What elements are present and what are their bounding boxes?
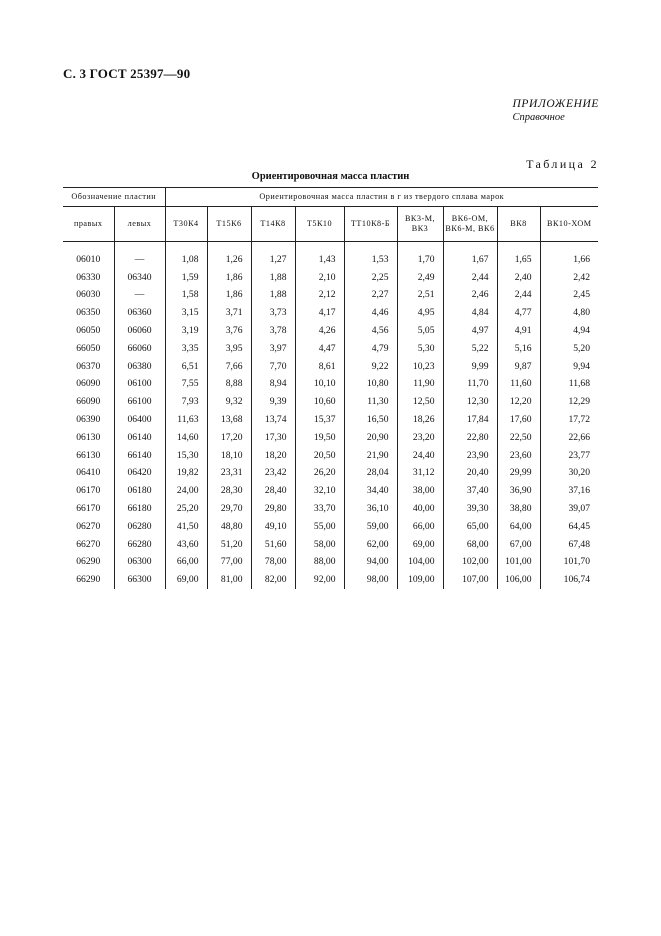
mass-value: 2,42 [540,269,598,287]
left-plate-code: 66140 [114,447,165,465]
appendix-label: ПРИЛОЖЕНИЕ [512,98,599,110]
mass-value: 11,90 [397,376,443,394]
mass-value: 8,94 [251,376,295,394]
mass-value: 8,61 [295,358,344,376]
mass-value: 19,82 [165,465,207,483]
mass-value: 1,70 [397,251,443,269]
mass-value: 3,15 [165,304,207,322]
table-row [63,411,598,429]
mass-value: 16,50 [344,411,397,429]
left-plate-code: 06300 [114,554,165,572]
mass-value: 65,00 [443,518,497,536]
mass-group-header: Ориентировочная масса пластин в г из твердого сплава марок [165,188,598,207]
mass-value: 4,26 [295,322,344,340]
mass-value: 102,00 [443,554,497,572]
right-plate-code: 06270 [76,520,101,532]
mass-value: 20,50 [295,447,344,465]
mass-value: 66,00 [397,518,443,536]
mass-value: 69,00 [165,571,207,589]
mass-value: 2,46 [443,287,497,305]
mass-value: 15,37 [295,411,344,429]
left-plate-code: — [114,251,165,269]
left-plate-code: 06380 [114,358,165,376]
mass-value: 1,27 [251,251,295,269]
grade-header: ТТ10К8-Б [344,207,397,242]
table-row [63,269,598,287]
mass-value: 18,26 [397,411,443,429]
mass-value: 58,00 [295,536,344,554]
mass-value: 2,12 [295,287,344,305]
mass-value: 5,16 [497,340,540,358]
mass-value: 19,50 [295,429,344,447]
mass-value: 10,60 [295,393,344,411]
mass-value: 4,47 [295,340,344,358]
right-plate-code: 06090 [76,378,101,390]
mass-value: 1,08 [165,251,207,269]
mass-value: 1,26 [207,251,251,269]
col-right-header: правых [63,207,114,242]
appendix-block [513,98,599,124]
mass-value: 3,97 [251,340,295,358]
mass-value: 2,27 [344,287,397,305]
left-plate-code: 06340 [114,269,165,287]
mass-value: 17,72 [540,411,598,429]
table-row [63,518,598,536]
mass-value: 4,91 [497,322,540,340]
mass-value: 7,70 [251,358,295,376]
mass-value: 2,51 [397,287,443,305]
mass-value: 1,59 [165,269,207,287]
table-row [63,340,598,358]
mass-value: 2,10 [295,269,344,287]
left-plate-code: 06280 [114,518,165,536]
mass-value: 4,97 [443,322,497,340]
mass-value: 7,93 [165,393,207,411]
left-plate-code: — [114,287,165,305]
mass-value: 5,05 [397,322,443,340]
mass-value: 12,20 [497,393,540,411]
mass-value: 4,17 [295,304,344,322]
mass-value: 37,16 [540,482,598,500]
mass-value: 78,00 [251,554,295,572]
mass-value: 31,12 [397,465,443,483]
mass-value: 88,00 [295,554,344,572]
mass-value: 22,50 [497,429,540,447]
mass-value: 2,49 [397,269,443,287]
table-row [63,393,598,411]
mass-value: 9,22 [344,358,397,376]
mass-value: 24,40 [397,447,443,465]
table-row [63,500,598,518]
col-left-header: левых [114,207,165,242]
right-plate-code: 06290 [76,556,101,568]
mass-value: 38,00 [397,482,443,500]
mass-value: 49,10 [251,518,295,536]
mass-value: 64,45 [540,518,598,536]
table-row [63,482,598,500]
mass-value: 38,80 [497,500,540,518]
mass-value: 4,95 [397,304,443,322]
mass-value: 3,35 [165,340,207,358]
mass-value: 23,77 [540,447,598,465]
mass-value: 11,68 [540,376,598,394]
mass-value: 18,10 [207,447,251,465]
mass-value: 22,80 [443,429,497,447]
mass-value: 2,45 [540,287,598,305]
mass-value: 12,30 [443,393,497,411]
table-row [63,304,598,322]
table-row [63,429,598,447]
mass-value: 17,84 [443,411,497,429]
right-plate-code: 66170 [76,503,101,515]
mass-value: 41,50 [165,518,207,536]
mass-value: 2,40 [497,269,540,287]
right-plate-code: 66290 [76,574,101,586]
mass-value: 3,19 [165,322,207,340]
mass-value: 55,00 [295,518,344,536]
mass-value: 101,70 [540,554,598,572]
mass-value: 9,99 [443,358,497,376]
mass-value: 3,95 [207,340,251,358]
mass-value: 33,70 [295,500,344,518]
designation-group-header: Обозначение пластин [63,188,165,207]
mass-value: 36,10 [344,500,397,518]
table-row [63,536,598,554]
mass-value: 48,80 [207,518,251,536]
mass-value: 98,00 [344,571,397,589]
mass-value: 11,70 [443,376,497,394]
right-plate-code: 06370 [76,360,101,372]
left-plate-code: 66280 [114,536,165,554]
right-plate-code: 06170 [76,485,101,497]
right-plate-code: 66130 [76,449,101,461]
mass-value: 2,25 [344,269,397,287]
mass-value: 13,74 [251,411,295,429]
mass-value: 14,60 [165,429,207,447]
mass-value: 68,00 [443,536,497,554]
grade-header: ВК8 [497,207,540,242]
mass-value: 101,00 [497,554,540,572]
right-plate-code: 06350 [76,307,101,319]
mass-value: 22,66 [540,429,598,447]
right-plate-code: 06330 [76,271,101,283]
mass-value: 9,32 [207,393,251,411]
mass-value: 23,90 [443,447,497,465]
grade-header: Т5К10 [295,207,344,242]
mass-value: 1,86 [207,287,251,305]
mass-value: 1,88 [251,287,295,305]
mass-value: 4,77 [497,304,540,322]
left-plate-code: 66060 [114,340,165,358]
right-plate-code: 66090 [76,396,101,408]
mass-value: 1,65 [497,251,540,269]
mass-value: 23,20 [397,429,443,447]
mass-value: 30,20 [540,465,598,483]
right-plate-code: 06390 [76,414,101,426]
left-plate-code: 06180 [114,482,165,500]
mass-value: 62,00 [344,536,397,554]
mass-value: 2,44 [443,269,497,287]
right-plate-code: 06050 [76,325,101,337]
table-row [63,376,598,394]
table-row [63,358,598,376]
mass-value: 23,42 [251,465,295,483]
mass-value: 32,10 [295,482,344,500]
mass-value: 107,00 [443,571,497,589]
mass-value: 104,00 [397,554,443,572]
mass-value: 1,66 [540,251,598,269]
table-number: Таблица 2 [526,157,599,171]
right-plate-code: 06030 [76,289,101,301]
mass-value: 4,79 [344,340,397,358]
mass-value: 40,00 [397,500,443,518]
mass-value: 17,60 [497,411,540,429]
mass-value: 1,43 [295,251,344,269]
mass-value: 106,00 [497,571,540,589]
mass-value: 4,94 [540,322,598,340]
mass-value: 1,67 [443,251,497,269]
mass-value: 18,20 [251,447,295,465]
left-plate-code: 06140 [114,429,165,447]
mass-value: 4,80 [540,304,598,322]
mass-value: 1,53 [344,251,397,269]
mass-value: 17,20 [207,429,251,447]
mass-value: 23,60 [497,447,540,465]
mass-value: 15,30 [165,447,207,465]
grade-header: ВК10-ХОМ [540,207,598,242]
mass-value: 7,55 [165,376,207,394]
left-plate-code: 06420 [114,465,165,483]
mass-value: 12,29 [540,393,598,411]
mass-value: 64,00 [497,518,540,536]
mass-value: 20,90 [344,429,397,447]
mass-value: 77,00 [207,554,251,572]
mass-value: 21,90 [344,447,397,465]
grade-header: ВК6-ОМ, ВК6-М, ВК6 [443,207,497,242]
left-plate-code: 06100 [114,376,165,394]
mass-value: 66,00 [165,554,207,572]
mass-value: 24,00 [165,482,207,500]
mass-value: 10,23 [397,358,443,376]
mass-value: 4,46 [344,304,397,322]
mass-value: 10,10 [295,376,344,394]
table-row [63,447,598,465]
mass-value: 3,78 [251,322,295,340]
mass-value: 1,58 [165,287,207,305]
grade-header: Т30К4 [165,207,207,242]
left-plate-code: 06360 [114,304,165,322]
mass-value: 4,84 [443,304,497,322]
right-plate-code: 66270 [76,538,101,550]
page-header: С. 3 ГОСТ 25397—90 [63,66,191,81]
mass-value: 28,40 [251,482,295,500]
mass-value: 9,94 [540,358,598,376]
right-plate-code: 06130 [76,431,101,443]
mass-value: 20,40 [443,465,497,483]
mass-value: 3,73 [251,304,295,322]
grade-header: Т14К8 [251,207,295,242]
right-plate-code: 06010 [76,253,101,265]
mass-value: 94,00 [344,554,397,572]
mass-value: 29,99 [497,465,540,483]
mass-value: 109,00 [397,571,443,589]
mass-table [63,187,598,589]
mass-value: 11,63 [165,411,207,429]
mass-value: 17,30 [251,429,295,447]
mass-value: 28,30 [207,482,251,500]
mass-value: 29,80 [251,500,295,518]
mass-value: 1,88 [251,269,295,287]
mass-value: 81,00 [207,571,251,589]
mass-value: 43,60 [165,536,207,554]
grade-header: ВК3-М, ВК3 [397,207,443,242]
mass-value: 51,60 [251,536,295,554]
appendix-type: Справочное [512,112,565,123]
mass-value: 82,00 [251,571,295,589]
mass-value: 2,44 [497,287,540,305]
mass-value: 23,31 [207,465,251,483]
left-plate-code: 06400 [114,411,165,429]
left-plate-code: 06060 [114,322,165,340]
table-row [63,251,598,269]
mass-value: 29,70 [207,500,251,518]
mass-value: 3,76 [207,322,251,340]
mass-value: 11,60 [497,376,540,394]
left-plate-code: 66100 [114,393,165,411]
mass-value: 37,40 [443,482,497,500]
mass-value: 67,00 [497,536,540,554]
table-row [63,287,598,305]
table-row [63,554,598,572]
mass-value: 8,88 [207,376,251,394]
table-row [63,465,598,483]
left-plate-code: 66300 [114,571,165,589]
mass-value: 106,74 [540,571,598,589]
right-plate-code: 66050 [76,342,101,354]
mass-value: 67,48 [540,536,598,554]
mass-value: 69,00 [397,536,443,554]
mass-value: 34,40 [344,482,397,500]
mass-value: 92,00 [295,571,344,589]
mass-value: 28,04 [344,465,397,483]
mass-value: 25,20 [165,500,207,518]
table-row [63,322,598,340]
table-row [63,571,598,589]
mass-value: 9,39 [251,393,295,411]
mass-value: 36,90 [497,482,540,500]
mass-value: 13,68 [207,411,251,429]
mass-value: 12,50 [397,393,443,411]
grade-header: Т15К6 [207,207,251,242]
mass-value: 7,66 [207,358,251,376]
right-plate-code: 06410 [76,467,101,479]
mass-value: 26,20 [295,465,344,483]
mass-value: 59,00 [344,518,397,536]
mass-value: 4,56 [344,322,397,340]
mass-value: 39,30 [443,500,497,518]
mass-value: 6,51 [165,358,207,376]
mass-value: 10,80 [344,376,397,394]
mass-value: 11,30 [344,393,397,411]
mass-value: 5,20 [540,340,598,358]
left-plate-code: 66180 [114,500,165,518]
mass-value: 51,20 [207,536,251,554]
mass-value: 5,30 [397,340,443,358]
table-title: Ориентировочная масса пластин [251,171,410,182]
mass-value: 9,87 [497,358,540,376]
mass-value: 5,22 [443,340,497,358]
mass-value: 1,86 [207,269,251,287]
mass-value: 3,71 [207,304,251,322]
mass-value: 39,07 [540,500,598,518]
